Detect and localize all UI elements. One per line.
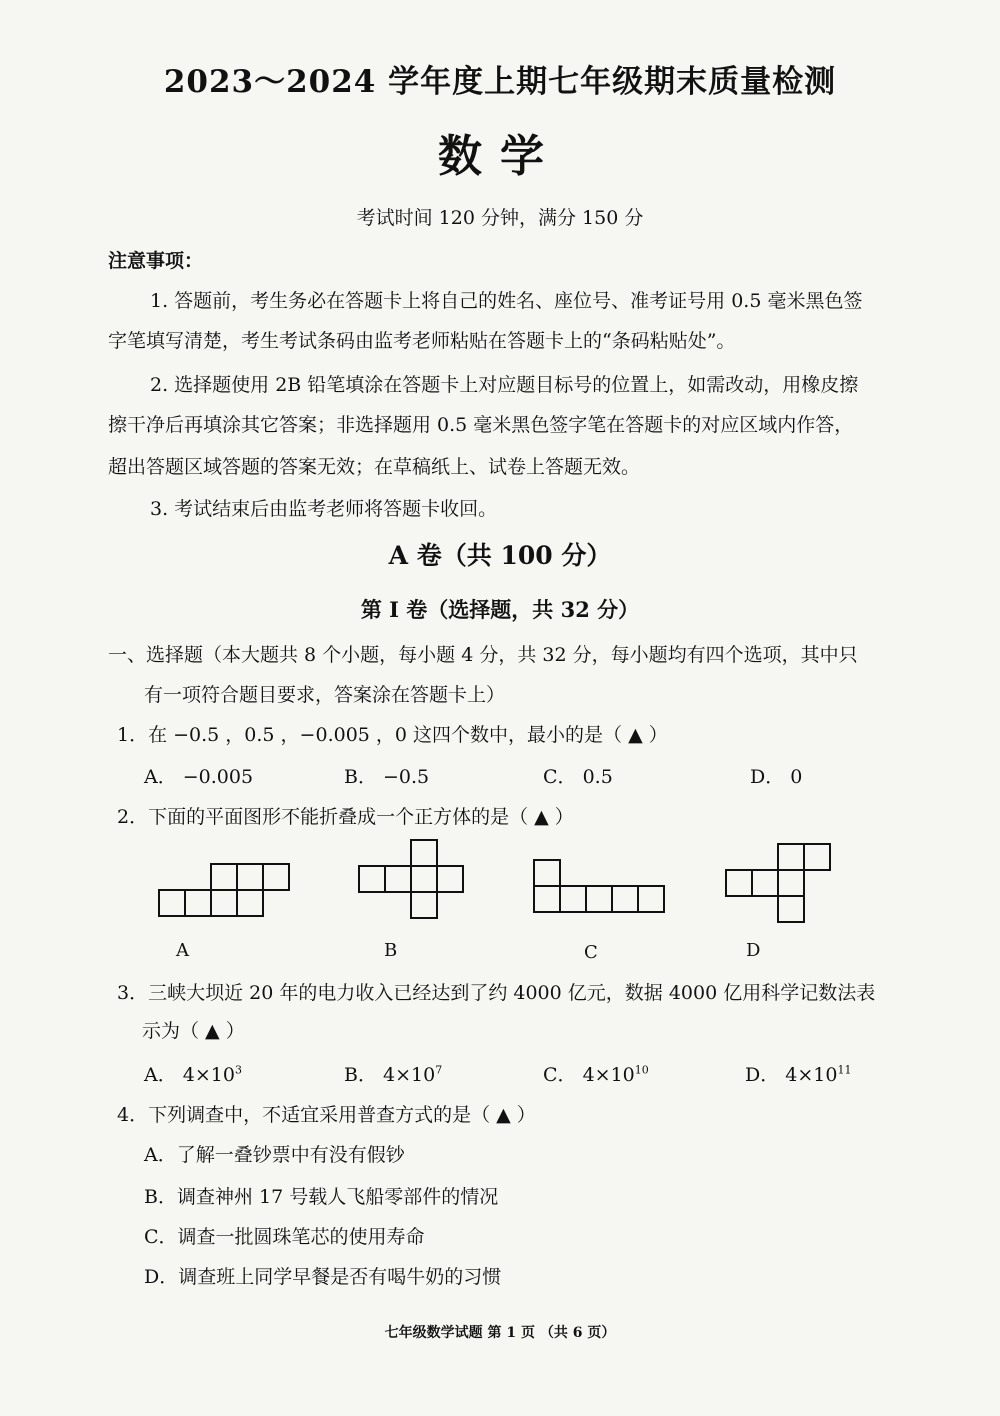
section-a-heading: A 卷（共 100 分） bbox=[388, 541, 612, 570]
notice-item-2-line-3: 超出答题区域答题的答案无效；在草稿纸上、试卷上答题无效。 bbox=[108, 456, 641, 478]
cube-net-b bbox=[355, 835, 467, 925]
exam-title: 2023～2024 学年度上期七年级期末质量检测 bbox=[163, 64, 837, 100]
q1-option-d: D． 0 bbox=[750, 766, 803, 788]
part-1-heading: 第 I 卷（选择题，共 32 分） bbox=[360, 597, 640, 622]
notice-item-1-line-2: 字笔填写清楚，考生考试条码由监考老师粘贴在答题卡上的“条码粘贴处”。 bbox=[108, 330, 736, 352]
cube-net-a-label: A bbox=[176, 940, 189, 961]
cube-net-d-label: D bbox=[746, 940, 761, 961]
section-1-line-1: 一、选择题（本大题共 8 个小题，每小题 4 分，共 32 分，每小题均有四个选项，其中只 bbox=[108, 644, 858, 666]
q4-option-a: A．了解一叠钞票中有没有假钞 bbox=[144, 1144, 405, 1166]
q3-option-d: D． $4\times 10^{11}$ bbox=[745, 1063, 852, 1086]
q4-option-d: D．调查班上同学早餐是否有喝牛奶的习惯 bbox=[144, 1266, 502, 1288]
q4-option-c: C．调查一批圆珠笔芯的使用寿命 bbox=[144, 1226, 425, 1248]
q3-stem-line-1: 3．三峡大坝近 20 年的电力收入已经达到了约 4000 亿元，数据 4000 亿用科学记数法表 bbox=[117, 982, 876, 1004]
cube-net-a bbox=[155, 855, 295, 925]
notice-item-1-line-1: 1. 答题前，考生务必在答题卡上将自己的姓名、座位号、准考证号用 0.5 毫米黑色签 bbox=[150, 290, 863, 312]
cube-net-c bbox=[530, 855, 670, 925]
subject-title: 数学 bbox=[438, 131, 562, 182]
cube-net-c-label: C bbox=[584, 942, 598, 963]
q1-option-b: B． −0.5 bbox=[344, 766, 430, 788]
q1-option-a: A． −0.005 bbox=[144, 766, 254, 788]
q1-option-c: C． 0.5 bbox=[543, 766, 613, 788]
q2-stem: 2．下面的平面图形不能折叠成一个正方体的是（ ▲ ） bbox=[117, 806, 574, 828]
q3-stem-line-2: 示为（ ▲ ） bbox=[142, 1020, 245, 1042]
notice-heading: 注意事项： bbox=[108, 250, 204, 272]
notice-item-2-line-2: 擦干净后再填涂其它答案；非选择题用 0.5 毫米黑色签字笔在答题卡的对应区域内作答， bbox=[108, 414, 854, 436]
cube-net-b-label: B bbox=[384, 940, 398, 961]
notice-item-2-line-1: 2. 选择题使用 2B 铅笔填涂在答题卡上对应题目标号的位置上，如需改动，用橡皮擦 bbox=[150, 374, 859, 396]
q3-option-b: B． $4\times 10^7$ bbox=[344, 1063, 443, 1086]
q3-option-a: A． $4\times 10^3$ bbox=[144, 1063, 242, 1086]
q4-stem: 4．下列调查中，不适宜采用普查方式的是（ ▲ ） bbox=[117, 1104, 536, 1126]
section-1-line-2: 有一项符合题目要求，答案涂在答题卡上） bbox=[144, 684, 506, 706]
exam-info: 考试时间 120 分钟，满分 150 分 bbox=[356, 207, 644, 229]
q1-stem: 1．在 −0.5 ，0.5 ，−0.005 ，0 这四个数中，最小的是（ ▲ ） bbox=[117, 724, 668, 746]
q3-option-c: C． $4\times 10^{10}$ bbox=[543, 1063, 649, 1086]
page-footer: 七年级数学试题 第 1 页 （共 6 页） bbox=[384, 1325, 616, 1341]
notice-item-3: 3. 考试结束后由监考老师将答题卡收回。 bbox=[150, 498, 498, 520]
q4-option-b: B．调查神州 17 号载人飞船零部件的情况 bbox=[144, 1186, 499, 1208]
cube-net-d bbox=[722, 840, 834, 930]
